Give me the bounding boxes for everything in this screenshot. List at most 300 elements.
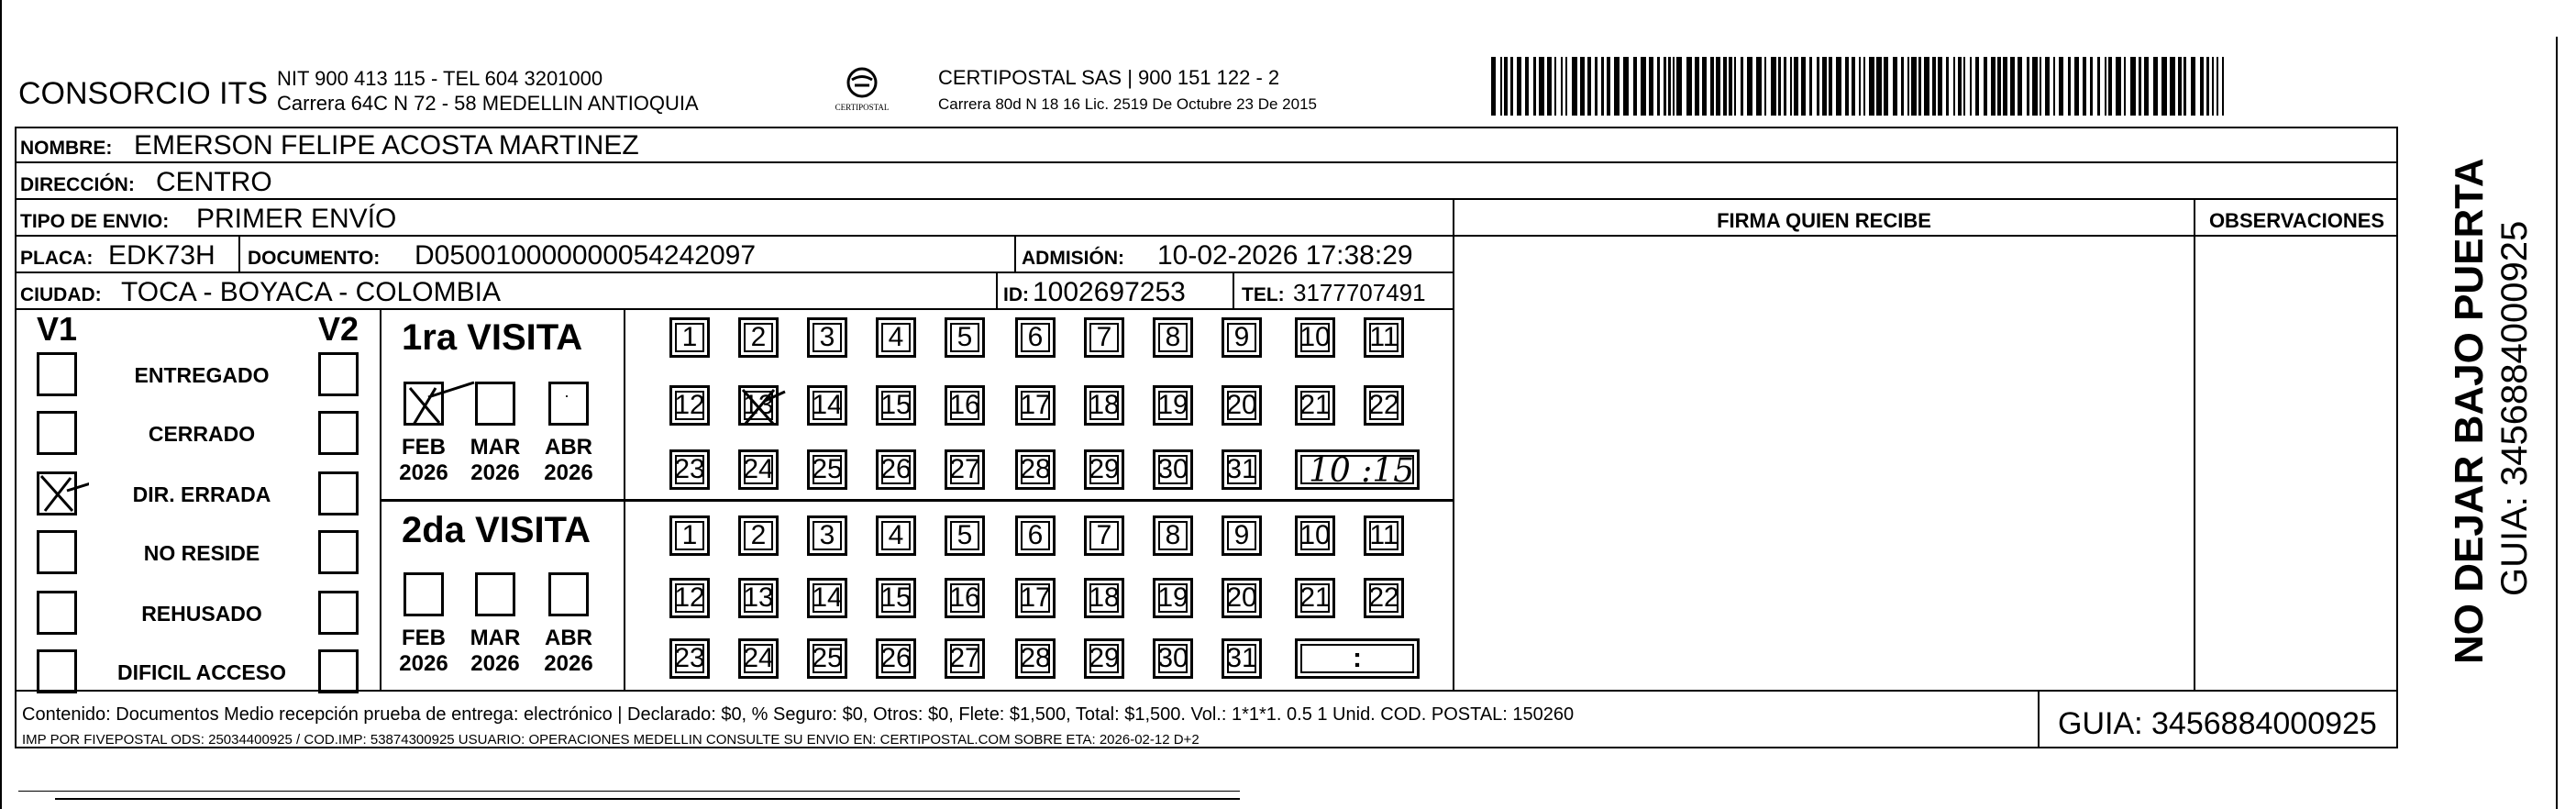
documento-label: DOCUMENTO: <box>248 248 381 269</box>
second-visit-day[interactable] <box>669 578 710 618</box>
barcode-bar <box>1517 57 1521 116</box>
second-visit-month-box[interactable] <box>548 572 589 616</box>
first-visit-day[interactable] <box>876 449 916 490</box>
barcode-bar <box>2090 57 2093 116</box>
second-visit-day-number: 13 <box>743 582 774 613</box>
second-visit-day[interactable] <box>1084 578 1124 618</box>
second-visit-day[interactable] <box>807 578 847 618</box>
barcode-bar <box>1565 57 1567 116</box>
barcode-bar <box>1845 57 1849 116</box>
tel-value: 3177707491 <box>1293 279 1426 306</box>
barcode-bar <box>2184 57 2186 116</box>
footer-contenido: Contenido: Documentos Medio recepción prueba de entrega: electrónico | Declarado: $0, % Seguro: $0, Otros: $0, Flete: $1,500, Total: $1,500. Vol.: 1*1*1. 0.5 1 Unid. COD. POSTAL: 150260 <box>22 704 1575 725</box>
barcode-bar <box>2161 57 2167 116</box>
check-mark-icon <box>34 469 89 513</box>
barcode-bar <box>1970 57 1972 116</box>
second-visit-day-number: 16 <box>949 582 980 613</box>
id-value: 1002697253 <box>1033 277 1186 307</box>
barcode-bars <box>1489 57 2226 116</box>
barcode-bar <box>1702 57 1707 116</box>
first-visit-month-box[interactable] <box>475 382 515 426</box>
second-visit-day[interactable] <box>1222 638 1262 679</box>
barcode-bar <box>1729 57 1732 116</box>
barcode-bar <box>1790 57 1792 116</box>
barcode-bar <box>1963 57 1965 116</box>
first-visit-day-number: 2 <box>750 322 767 352</box>
second-visit-day-number: 4 <box>888 520 904 550</box>
first-visit-title: 1ra VISITA <box>402 317 583 358</box>
first-visit-day-number: 28 <box>1020 454 1051 484</box>
barcode-bar <box>2116 57 2121 116</box>
barcode-bar <box>2097 57 2100 116</box>
divider-observaciones <box>2194 200 2195 690</box>
barcode-bar <box>1614 57 1620 116</box>
first-visit-day[interactable] <box>1015 317 1056 358</box>
barcode-bar <box>2153 57 2158 116</box>
v1-checkbox[interactable] <box>37 530 77 574</box>
second-visit-day-number: 28 <box>1020 643 1051 673</box>
barcode-bar <box>2212 57 2214 116</box>
first-visit-day-number: 4 <box>888 322 904 352</box>
barcode-bar <box>2206 57 2209 116</box>
second-visit-day-number: 12 <box>674 582 705 613</box>
barcode-bar <box>1533 57 1536 116</box>
tipo-value: PRIMER ENVÍO <box>196 204 397 234</box>
second-visit-day[interactable] <box>1153 578 1193 618</box>
barcode-bar <box>1938 57 1942 116</box>
v2-checkbox[interactable] <box>318 649 359 693</box>
first-visit-day[interactable] <box>1364 385 1404 426</box>
second-visit-day-number: 23 <box>674 643 705 673</box>
first-visit-day-number: 30 <box>1157 454 1188 484</box>
barcode-bar <box>1863 57 1865 116</box>
second-visit-day[interactable] <box>876 515 916 556</box>
first-visit-day-number: 21 <box>1299 390 1331 420</box>
first-visit-year-label: 2026 <box>544 460 593 485</box>
barcode-bar <box>1491 57 1496 116</box>
barcode-bar <box>2191 57 2195 116</box>
direccion-value: CENTRO <box>156 167 272 197</box>
admision-divider <box>1014 237 1016 273</box>
first-visit-day[interactable] <box>876 385 916 426</box>
status-label: DIR. ERRADA <box>132 482 271 506</box>
barcode-bar <box>1924 57 1929 116</box>
second-visit-year-label: 2026 <box>470 651 520 676</box>
status-label: CERRADO <box>148 422 256 446</box>
id-divider <box>996 273 998 310</box>
status-label: REHUSADO <box>141 602 262 626</box>
first-visit-day-number: 26 <box>880 454 912 484</box>
first-visit-day-number: 25 <box>812 454 843 484</box>
first-visit-day[interactable] <box>1222 317 1262 358</box>
barcode-bar <box>2178 57 2182 116</box>
barcode-bar <box>1500 57 1502 116</box>
id-label: ID: <box>1003 284 1029 305</box>
barcode-bar <box>1953 57 1955 116</box>
barcode-bar <box>1836 57 1841 116</box>
first-visit-day-number: 18 <box>1089 390 1120 420</box>
barcode-bar <box>2139 57 2141 116</box>
first-visit-day[interactable] <box>1084 385 1124 426</box>
barcode-bar <box>2053 57 2055 116</box>
barcode-bar <box>1547 57 1552 116</box>
v1-checkbox[interactable] <box>37 591 77 635</box>
first-visit-day[interactable] <box>1084 449 1124 490</box>
first-visit-day[interactable] <box>1222 449 1262 490</box>
first-visit-month-label: ABR <box>545 435 592 460</box>
v2-label: V2 <box>318 310 359 348</box>
v2-checkbox[interactable] <box>318 530 359 574</box>
barcode-bar <box>1716 57 1720 116</box>
first-visit-day[interactable] <box>1364 317 1404 358</box>
top-rule-left <box>0 0 2 809</box>
second-visit-day[interactable] <box>1222 578 1262 618</box>
first-visit-day-number: 5 <box>956 322 973 352</box>
ciudad-value: TOCA - BOYACA - COLOMBIA <box>121 277 501 307</box>
first-visit-day-number: 12 <box>674 390 705 420</box>
second-visit-day[interactable] <box>1015 578 1056 618</box>
first-visit-day-number: 16 <box>949 390 980 420</box>
second-visit-year-label: 2026 <box>544 651 593 676</box>
barcode-bar <box>1623 57 1629 116</box>
second-visit-day-number: 29 <box>1089 643 1120 673</box>
second-visit-day[interactable] <box>1295 515 1335 556</box>
second-visit-day[interactable] <box>1222 515 1262 556</box>
v1-checkbox[interactable] <box>37 411 77 455</box>
barcode-bar <box>1911 57 1917 116</box>
first-visit-day-number: 20 <box>1226 390 1257 420</box>
tel-divider <box>1233 273 1234 310</box>
second-visit-day-number: 30 <box>1157 643 1188 673</box>
second-visit-day[interactable] <box>807 638 847 679</box>
bottom-rule-short <box>18 791 1240 792</box>
barcode-bar <box>1747 57 1752 116</box>
second-visit-day-number: 19 <box>1157 582 1188 613</box>
first-visit-month-box[interactable] <box>404 382 444 426</box>
first-visit-day[interactable] <box>807 449 847 490</box>
placa-label: PLACA: <box>20 248 94 269</box>
second-visit-time-box[interactable] <box>1295 638 1420 679</box>
admision-label: ADMISIÓN: <box>1022 248 1124 269</box>
first-visit-day[interactable] <box>1222 385 1262 426</box>
first-visit-day[interactable] <box>807 385 847 426</box>
first-visit-day[interactable] <box>669 385 710 426</box>
barcode-bar <box>1756 57 1762 116</box>
second-visit-day[interactable] <box>1364 515 1404 556</box>
barcode-bar <box>1695 57 1699 116</box>
placa-divider <box>238 237 240 273</box>
barcode-bar <box>1633 57 1637 116</box>
second-visit-day[interactable] <box>1084 638 1124 679</box>
second-visit-day[interactable] <box>738 515 779 556</box>
barcode-bar <box>1607 57 1610 116</box>
second-visit-day[interactable] <box>1015 515 1056 556</box>
second-visit-day-number: 21 <box>1299 582 1331 613</box>
first-visit-day[interactable] <box>1295 385 1335 426</box>
barcode-bar <box>1649 57 1653 116</box>
second-visit-day-number: 11 <box>1369 520 1399 550</box>
second-visit-day-number: 22 <box>1368 582 1399 613</box>
second-visit-day-number: 14 <box>812 582 843 613</box>
first-visit-day[interactable] <box>945 317 985 358</box>
first-visit-day[interactable] <box>1153 317 1193 358</box>
second-visit-day-number: 3 <box>819 520 835 550</box>
documento-value: D050010000000054242097 <box>415 240 757 271</box>
second-visit-day[interactable] <box>1153 638 1193 679</box>
barcode-bar <box>1723 57 1727 116</box>
second-visit-day-number: 18 <box>1089 582 1120 613</box>
second-visit-day-number: 25 <box>812 643 843 673</box>
second-visit-month-box[interactable] <box>404 572 444 616</box>
v2-checkbox[interactable] <box>318 471 359 515</box>
bottom-rule <box>55 798 1240 800</box>
first-visit-month-label: MAR <box>470 435 521 460</box>
barcode-bar <box>1580 57 1585 116</box>
second-visit-day-number: 17 <box>1020 582 1051 613</box>
first-visit-day-number: 6 <box>1027 322 1044 352</box>
first-visit-day[interactable] <box>1295 317 1335 358</box>
first-visit-day-number: 22 <box>1368 390 1399 420</box>
second-visit-day-number: 15 <box>880 582 912 613</box>
barcode-bar <box>1869 57 1874 116</box>
barcode-bar <box>2200 57 2204 116</box>
company-address: Carrera 64C N 72 - 58 MEDELLIN ANTIOQUIA <box>277 92 699 115</box>
barcode-bar <box>1991 57 1996 116</box>
second-visit-day[interactable] <box>1295 578 1335 618</box>
barcode-bar <box>1958 57 1962 116</box>
first-visit-year-label: 2026 <box>470 460 520 485</box>
second-visit-month-label: MAR <box>470 626 521 650</box>
first-visit-day[interactable] <box>1015 385 1056 426</box>
second-visit-day[interactable] <box>876 578 916 618</box>
barcode-bar <box>2059 57 2063 116</box>
second-visit-day[interactable] <box>945 578 985 618</box>
barcode-bar <box>2222 57 2224 116</box>
barcode-bar <box>1852 57 1855 116</box>
barcode-bar <box>2032 57 2038 116</box>
barcode-bar <box>1587 57 1591 116</box>
barcode-bar <box>2040 57 2041 116</box>
second-visit-day-number: 9 <box>1233 520 1250 550</box>
first-visit-day-number: 17 <box>1020 390 1051 420</box>
second-visit-day[interactable] <box>1364 578 1404 618</box>
second-visit-day-number: 1 <box>681 520 698 550</box>
barcode-bar <box>1932 57 1936 116</box>
barcode-bar <box>1794 57 1798 116</box>
barcode-bar <box>1686 57 1692 116</box>
barcode-bar <box>2108 57 2112 116</box>
first-visit-day[interactable] <box>945 449 985 490</box>
first-visit-day-number: 19 <box>1157 390 1188 420</box>
barcode-bar <box>1504 57 1508 116</box>
second-visit-day[interactable] <box>669 515 710 556</box>
second-visit-day-number: 26 <box>880 643 912 673</box>
second-visit-day-number: 31 <box>1226 643 1257 673</box>
first-visit-year-label: 2026 <box>399 460 448 485</box>
second-visit-day[interactable] <box>1153 515 1193 556</box>
barcode-bar <box>1673 57 1675 116</box>
tipo-label: TIPO DE ENVIO: <box>20 211 170 232</box>
second-visit-day-number: 2 <box>750 520 767 550</box>
logo-caption: CERTIPOSTAL <box>835 103 890 112</box>
first-visit-day-number: 1 <box>681 322 698 352</box>
first-visit-day[interactable] <box>1153 449 1193 490</box>
barcode-bar <box>1876 57 1882 116</box>
first-visit-day[interactable] <box>1153 385 1193 426</box>
barcode-bar <box>2130 57 2136 116</box>
barcode-bar <box>1657 57 1660 116</box>
second-visit-day[interactable] <box>876 638 916 679</box>
first-visit-month-label: FEB <box>402 435 446 460</box>
barcode-bar <box>1764 57 1766 116</box>
second-visit-day-number: 8 <box>1165 520 1181 550</box>
check-mark-icon <box>737 384 787 428</box>
barcode-bar <box>1859 57 1861 116</box>
barcode-bar <box>2003 57 2007 116</box>
first-visit-time-box[interactable] <box>1295 449 1420 490</box>
first-visit-day-number: 8 <box>1165 322 1181 352</box>
first-visit-day[interactable] <box>669 317 710 358</box>
ciudad-label: CIUDAD: <box>20 284 102 305</box>
barcode-bar <box>1510 57 1513 116</box>
first-visit-day[interactable] <box>738 449 779 490</box>
barcode-bar <box>1801 57 1806 116</box>
side-guia: GUIA: 3456884000925 <box>2494 220 2535 596</box>
first-visit-day[interactable] <box>945 385 985 426</box>
barcode-bar <box>1741 57 1743 116</box>
first-visit-day-number: 7 <box>1096 322 1112 352</box>
v2-checkbox[interactable] <box>318 352 359 396</box>
first-visit-day-number: 9 <box>1233 322 1250 352</box>
row-direccion <box>15 163 2398 200</box>
first-visit-day[interactable] <box>1015 449 1056 490</box>
status-label: NO RESIDE <box>143 541 260 565</box>
second-visit-day[interactable] <box>738 638 779 679</box>
nombre-value: EMERSON FELIPE ACOSTA MARTINEZ <box>134 130 639 161</box>
admision-value: 10-02-2026 17:38:29 <box>1157 240 1413 271</box>
v2-checkbox[interactable] <box>318 591 359 635</box>
first-visit-month-box[interactable]: · <box>548 382 589 426</box>
barcode-bar <box>2068 57 2071 116</box>
first-visit-day-number: 13 <box>743 390 774 420</box>
v1-checkbox[interactable] <box>37 649 77 693</box>
second-visit-day[interactable] <box>738 578 779 618</box>
first-visit-day-number: 14 <box>812 390 843 420</box>
second-visit-title: 2da VISITA <box>402 510 591 550</box>
second-visit-day-number: 24 <box>743 643 774 673</box>
barcode-bar <box>2105 57 2106 116</box>
side-warning: NO DEJAR BAJO PUERTA <box>2447 158 2492 664</box>
v2-checkbox[interactable] <box>318 411 359 455</box>
barcode-bar <box>1984 57 1987 116</box>
barcode-bar <box>1710 57 1714 116</box>
barcode-bar <box>2074 57 2079 116</box>
barcode-bar <box>1884 57 1888 116</box>
barcode-bar <box>1822 57 1827 116</box>
second-visit-day-number: 7 <box>1096 520 1112 550</box>
footer-imp: IMP POR FIVEPOSTAL ODS: 25034400925 / COD.IMP: 53874300925 USUARIO: OPERACIONES MEDELLIN CONSULTE SU ENVIO EN: CERTIPOSTAL.COM SOBRE ETA: 2026-02-12 D+2 <box>22 732 1200 748</box>
barcode-bar <box>1572 57 1577 116</box>
first-visit-day[interactable] <box>738 385 779 426</box>
second-visit-day[interactable] <box>1015 638 1056 679</box>
first-visit-day[interactable] <box>1084 317 1124 358</box>
first-visit-day[interactable] <box>807 317 847 358</box>
second-visit-day[interactable] <box>669 638 710 679</box>
barcode-bar <box>1595 57 1598 116</box>
second-visit-day-number: 27 <box>949 643 980 673</box>
status-label: DIFICIL ACCESO <box>116 660 286 684</box>
barcode-bar <box>1901 57 1904 116</box>
second-visit-day[interactable] <box>945 515 985 556</box>
barcode-bar <box>2170 57 2175 116</box>
barcode-bar <box>1817 57 1819 116</box>
barcode-bar <box>1893 57 1897 116</box>
first-visit-day-number: 27 <box>949 454 980 484</box>
footer-guia: GUIA: 3456884000925 <box>2058 706 2377 741</box>
second-visit-day[interactable] <box>945 638 985 679</box>
first-visit-day-number: 11 <box>1369 322 1399 352</box>
placa-value: EDK73H <box>108 240 216 271</box>
first-visit-day-number: 15 <box>880 390 912 420</box>
first-visit-day[interactable] <box>738 317 779 358</box>
second-visit-day-number: 20 <box>1226 582 1257 613</box>
first-visit-day-number: 23 <box>674 454 705 484</box>
carrier-name: CERTIPOSTAL SAS | 900 151 122 - 2 <box>938 66 1280 89</box>
first-visit-day-number: 31 <box>1226 454 1257 484</box>
barcode-bar <box>1641 57 1646 116</box>
visit-divider <box>380 499 1454 502</box>
barcode-bar <box>1778 57 1781 116</box>
barcode-bar <box>2083 57 2086 116</box>
v1-checkbox[interactable] <box>37 352 77 396</box>
barcode-bar <box>1907 57 1909 116</box>
first-visit-day-number: 3 <box>819 322 835 352</box>
company-nit: NIT 900 413 115 - TEL 604 3201000 <box>277 67 603 90</box>
second-visit-day[interactable] <box>1084 515 1124 556</box>
first-visit-time: 10 :15 <box>1309 452 1415 490</box>
barcode-bar <box>1668 57 1671 116</box>
certipostal-logo <box>830 64 894 119</box>
second-visit-day-number: 5 <box>956 520 973 550</box>
barcode-bar <box>2010 57 2015 116</box>
carrier-address: Carrera 80d N 18 16 Lic. 2519 De Octubre 23 De 2015 <box>938 95 1317 113</box>
barcode-bar <box>2144 57 2149 116</box>
barcode-bar <box>1601 57 1604 116</box>
v1-checkbox[interactable] <box>37 471 77 515</box>
second-visit-time: : <box>1353 643 1362 673</box>
barcode-bar <box>2018 57 2022 116</box>
barcode-bar <box>1975 57 1979 116</box>
barcode-bar <box>1809 57 1812 116</box>
second-visit-day[interactable] <box>807 515 847 556</box>
v1-label: V1 <box>37 310 78 348</box>
first-visit-day-number: 10 <box>1299 322 1331 352</box>
first-visit-day[interactable] <box>876 317 916 358</box>
first-visit-day-number: 24 <box>743 454 774 484</box>
first-visit-day[interactable] <box>669 449 710 490</box>
second-visit-month-box[interactable] <box>475 572 515 616</box>
barcode-bar <box>1676 57 1682 116</box>
company-name: CONSORCIO ITS <box>18 76 269 111</box>
first-visit-day-number: 29 <box>1089 454 1120 484</box>
months-divider <box>624 310 625 690</box>
barcode-bar <box>1554 57 1556 116</box>
second-visit-year-label: 2026 <box>399 651 448 676</box>
barcode-bar <box>1829 57 1832 116</box>
barcode-bar <box>2124 57 2126 116</box>
check-mark-icon <box>401 375 478 430</box>
tel-label: TEL: <box>1242 284 1285 305</box>
